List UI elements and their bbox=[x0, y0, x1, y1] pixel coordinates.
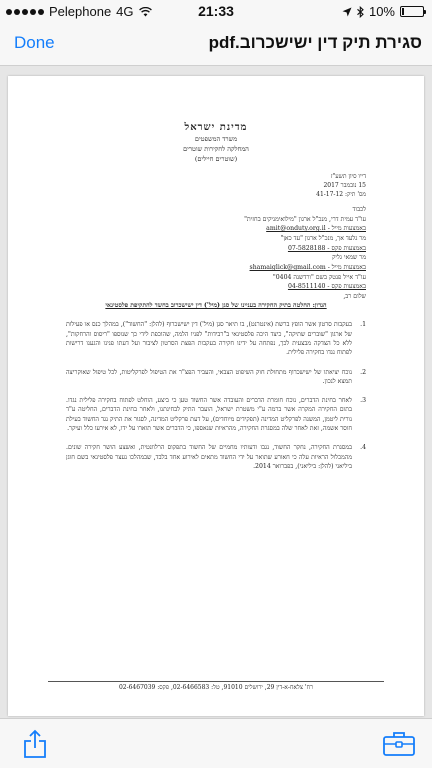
letter bbox=[66, 120, 366, 471]
subject-line: הנדון: החלטה בתיק החקירה בעניינו של סגן (מיל') דין ישישכרוב בחשד להתקיפת פלסטינאי bbox=[105, 302, 327, 310]
clock: 21:33 bbox=[198, 3, 234, 19]
paragraph bbox=[66, 368, 366, 387]
letterhead-department-sub: (שוטרים חיילים) bbox=[194, 154, 238, 163]
status-bar bbox=[0, 0, 432, 22]
bottom-toolbar bbox=[0, 718, 432, 768]
file-number: מס' תיק: 41-17-12 bbox=[316, 191, 366, 199]
pdf-page bbox=[8, 76, 424, 716]
addressee-line: באמצעות מייל - amit@onduty.org.il bbox=[266, 225, 366, 233]
paragraph-number: 4. bbox=[360, 444, 366, 452]
navigation-bar bbox=[0, 22, 432, 66]
addressee-line: מר שמאי גליק bbox=[332, 254, 366, 262]
addressee-line: באמצעות מייל - shamaiglick@gmail.com bbox=[249, 263, 366, 271]
network-type: 4G bbox=[116, 4, 134, 19]
paragraph bbox=[66, 443, 366, 471]
gregorian-date: 15 נובמבר 2017 bbox=[323, 182, 366, 190]
status-right bbox=[342, 4, 424, 19]
hebrew-date: דייו סיון תשע"ז bbox=[330, 173, 366, 181]
greeting: שלום רב, bbox=[343, 292, 366, 300]
letterhead-department: המחלקה לחקירות שוטרים bbox=[183, 144, 249, 153]
footer-divider bbox=[48, 681, 384, 682]
addressee-line: באמצעות פקס - 07-5828188 bbox=[287, 244, 366, 252]
paragraph-number: 2. bbox=[360, 368, 366, 376]
document-title: סגירת תיק דין ישישכרוב.pdf bbox=[208, 33, 422, 52]
location-arrow-icon bbox=[342, 7, 352, 17]
date-block bbox=[286, 172, 366, 199]
carrier-name: Pelephone bbox=[49, 4, 112, 19]
done-button[interactable]: Done bbox=[14, 33, 55, 52]
share-icon[interactable] bbox=[22, 729, 48, 759]
bluetooth-icon bbox=[357, 6, 364, 18]
addressee-line: באמצעות פקס - 04-8511140 bbox=[287, 283, 366, 291]
letter-footer: רח' צלאח-א-דין 29, ירושלים 91010, טל: 02-6466583, פקס: 02-6467039 bbox=[118, 684, 314, 691]
briefcase-icon[interactable] bbox=[382, 731, 416, 757]
paragraph-text: לאחר בחינת הדברים, נוכח חומרת הדברים והעובדה אשר החשוד טען כי ביצע, הוחלט לפתוח בחקירה פלילית נגדו. בתום החקירה המקרה אשר ברמה ע"י משטרת ישראל, הועבר התיק לבחינתנו, ולאחר בחינת הדברים, החליטה ע"ד נורית ליטמן, המשנה לפרקליט המדינה (תפקידים מיוחדים), על דעת פרקליט המדינה, לסגור את התיק נגד החשוד בעילת חוסר אשמה, זאת לאחר שלה במסגרת החקירה, מהראיות שנאספו, כי הדברים אשר תוארו על ידו, לא אירעו כלל ועיקר. bbox=[66, 397, 352, 432]
paragraph-number: 3. bbox=[360, 397, 366, 405]
paragraph bbox=[66, 320, 366, 357]
paragraph-text: בעקבות סרטון אשר הופץ ברשת (אינטרנט), בו תיאר סגן (מיל') דין ישישכרוף (להלן: "החשוד"), במהלך כנס או פעילות של ארגון "שוברים שתיקה", כיצד היכה פלסטינאי ב"רבידות" לפניו הלמה, שהוכפת לידי כך שנוספו "ריסוס והרחקות", ללא כל הצדקה מבצעית לכך, נפתחה על ידינו חקירה בעקבות הפצת הסרטון לציבור ועל דעתו פנינו והגענו דרישות לפתוח נגדו בחקירה פלילית. bbox=[66, 321, 352, 357]
addressee-line: עו"ד אייל פנטק בשם "ורדשנה 0404" bbox=[272, 273, 366, 281]
addressee-line: מר גלעד אך, מנכ"ל ארגון "עד כאן" bbox=[280, 235, 366, 243]
addressees bbox=[66, 205, 366, 291]
addressee-line: עו"ד עמית דרי, מנכ"ל ארגון "מילואימניקים בחזית" bbox=[244, 215, 366, 223]
addressee-to: לכבוד bbox=[352, 206, 366, 214]
paragraph-number: 1. bbox=[360, 321, 366, 329]
battery-icon bbox=[400, 6, 424, 17]
letterhead-state: מדינת ישראל bbox=[184, 122, 248, 133]
document-viewer[interactable] bbox=[0, 66, 432, 718]
paragraph-text: במסגרת החקירה, נחקר החשוד, נגבו ודעותיו מחמיים של החשוד בתפקוס הרלוונטית, ואשצע הושר חקירה שונים. מהמכלול הראיות עלה כי חאורע שתואר על ידי החשוד מתאים לאירוע אחד בלבד, שבמהלכו נעצר פלסטינאי בשם חוגן ביליאני (להלן: ביליאני), בפברואר 2014. bbox=[66, 444, 352, 470]
battery-level bbox=[402, 8, 404, 15]
letterhead-ministry: משרד המשפטים bbox=[194, 135, 238, 143]
paragraph-text: נוכח יציאתו של ישישכרוף מתחולת חוק השיפוט הצבאי, והעביר הפצ"ר את הטיפול לפרקליטות, לכל טיפול שאוקריצה תמצא לנכון. bbox=[66, 368, 352, 385]
battery-percent: 10% bbox=[368, 4, 395, 19]
paragraph bbox=[66, 396, 366, 433]
